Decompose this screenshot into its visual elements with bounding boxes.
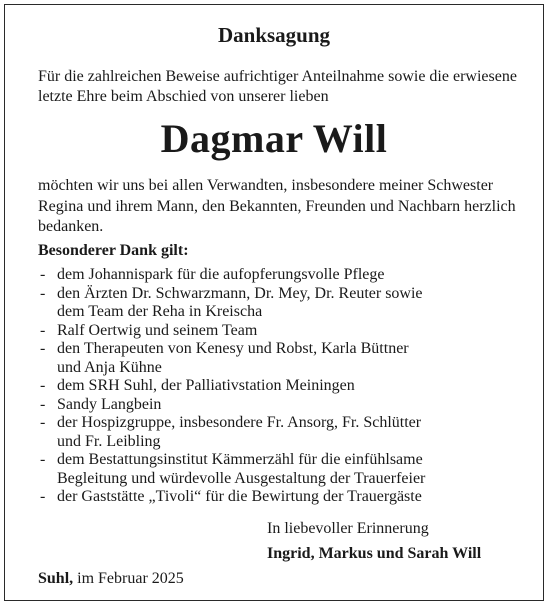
list-item-line: den Ärzten Dr. Schwarzmann, Dr. Mey, Dr. Reuter sowie — [57, 284, 423, 302]
list-item — [38, 340, 533, 377]
list-item-line: der Gaststätte „Tivoli“ für die Bewirtung der Trauergäste — [57, 488, 422, 505]
signers: Ingrid, Markus und Sarah Will — [267, 545, 482, 562]
notice-heading: Danksagung — [217, 23, 331, 47]
thanks-text: möchten wir uns bei allen Verwandten, insbesondere meiner Schwester Regina und ihrem Mann, den Bekannten, Freunden und Nachbarn herzlich bedanken. — [38, 177, 516, 235]
list-item — [38, 451, 533, 488]
list-dash: - — [40, 488, 46, 505]
list-item — [38, 414, 533, 451]
list-item-line: dem Johannispark für die aufopferungsvolle Pflege — [57, 266, 385, 283]
special-thanks-list — [38, 266, 533, 507]
list-item — [38, 266, 533, 285]
list-item-line: Sandy Langbein — [57, 395, 162, 413]
list-item — [38, 488, 533, 507]
list-item — [38, 285, 533, 322]
list-dash: - — [40, 395, 46, 413]
place-date — [38, 570, 184, 588]
list-item-line: und Anja Kühne — [57, 358, 162, 376]
list-item — [38, 322, 533, 341]
list-item-line: dem SRH Suhl, der Palliativstation Meiningen — [57, 377, 355, 394]
list-item-line: der Hospizgruppe, insbesondere Fr. Ansorg, Fr. Schlütter — [57, 414, 422, 431]
list-dash: - — [40, 377, 46, 394]
deceased-name: Dagmar Will — [160, 116, 388, 161]
closing-line: In liebevoller Erinnerung — [267, 520, 429, 537]
list-dash: - — [40, 451, 46, 468]
list-dash: - — [40, 321, 46, 339]
obituary-notice — [4, 4, 544, 601]
intro-text: Für die zahlreichen Beweise aufrichtiger Anteilnahme sowie die erwiesene letzte Ehre beim Abschied von unserer lieben — [38, 68, 517, 105]
list-item-line: Ralf Oertwig und seinem Team — [57, 321, 258, 339]
place: Suhl, — [38, 570, 74, 587]
list-item-line: Begleitung und würdevolle Ausgestaltung der Trauerfeier — [57, 469, 426, 487]
list-dash: - — [40, 414, 46, 431]
list-dash: - — [40, 340, 46, 357]
list-item-line: dem Team der Reha in Kreischa — [57, 303, 263, 320]
list-item — [38, 377, 533, 396]
date: im Februar 2025 — [77, 570, 184, 587]
list-item-line: und Fr. Leibling — [57, 432, 161, 450]
list-dash: - — [40, 284, 46, 302]
special-thanks-title: Besonderer Dank gilt: — [38, 242, 189, 259]
list-dash: - — [40, 266, 46, 283]
list-item — [38, 396, 533, 415]
list-item-line: dem Bestattungsinstitut Kämmerzähl für die einfühlsame — [57, 451, 423, 468]
list-item-line: den Therapeuten von Kenesy und Robst, Karla Büttner — [57, 340, 409, 357]
